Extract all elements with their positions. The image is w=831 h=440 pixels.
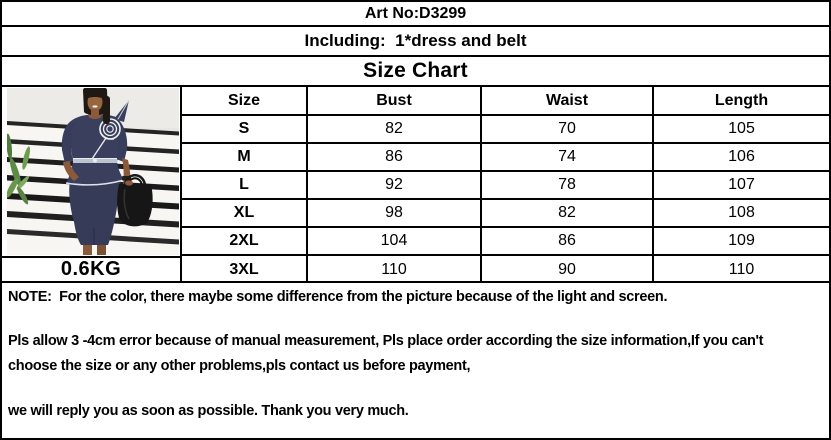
cell-size: 2XL (182, 227, 307, 255)
cell-waist: 82 (481, 199, 653, 227)
product-column (2, 87, 182, 281)
table-row-3xl (182, 255, 829, 283)
size-chart-title: Size Chart (363, 59, 468, 82)
table-row-l (182, 171, 829, 199)
column-header-waist: Waist (481, 87, 653, 115)
cell-waist: 74 (481, 143, 653, 171)
cell-bust: 82 (307, 115, 481, 143)
note-line-contact: choose the size or any other problems,pls contact us before payment, (8, 358, 471, 374)
including-text: Including: 1*dress and belt (304, 31, 527, 50)
cell-size: S (182, 115, 307, 143)
cell-length: 106 (653, 143, 829, 171)
main-area (2, 87, 829, 283)
notes-section (2, 283, 829, 436)
cell-bust: 104 (307, 227, 481, 255)
cell-bust: 92 (307, 171, 481, 199)
note-line-color: NOTE: For the color, there maybe some difference from the picture because of the light and screen. (8, 289, 668, 305)
art-number-text: Art No:D3299 (364, 4, 467, 22)
cell-waist: 86 (481, 227, 653, 255)
cell-size: L (182, 171, 307, 199)
size-chart-title-row (2, 57, 829, 87)
table-row-xl (182, 199, 829, 227)
cell-length: 105 (653, 115, 829, 143)
column-header-size: Size (182, 87, 307, 115)
cell-bust: 86 (307, 143, 481, 171)
cell-length: 108 (653, 199, 829, 227)
table-row-2xl (182, 227, 829, 255)
note-line-reply: we will reply you as soon as possible. Thank you very much. (8, 403, 409, 419)
including-row (2, 27, 829, 57)
size-table-header-row (182, 87, 829, 115)
rose-applique (100, 119, 120, 139)
cell-bust: 110 (307, 255, 481, 283)
weight-value: 0.6KG (60, 258, 122, 280)
weight-cell (2, 256, 180, 281)
cell-length: 110 (653, 255, 829, 283)
cell-size: XL (182, 199, 307, 227)
table-row-s (182, 115, 829, 143)
column-header-bust: Bust (307, 87, 481, 115)
cell-size: 3XL (182, 255, 307, 283)
cell-waist: 90 (481, 255, 653, 283)
cell-size: M (182, 143, 307, 171)
note-line-measurement: Pls allow 3 -4cm error because of manual measurement, Pls place order according the size information,If you can't (8, 333, 764, 349)
cell-length: 109 (653, 227, 829, 255)
table-row-m (182, 143, 829, 171)
column-header-length: Length (653, 87, 829, 115)
model-in-navy-dress-illustration (7, 88, 179, 255)
cell-bust: 98 (307, 199, 481, 227)
art-number-row (2, 2, 829, 27)
product-photo (2, 87, 180, 256)
cell-waist: 78 (481, 171, 653, 199)
cell-length: 107 (653, 171, 829, 199)
cell-waist: 70 (481, 115, 653, 143)
size-table (182, 87, 829, 283)
